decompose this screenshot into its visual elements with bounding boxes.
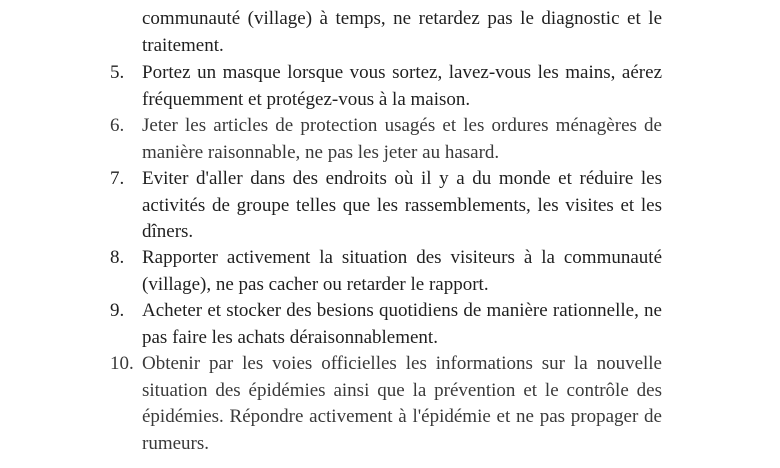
list-item-text: Eviter d'aller dans des endroits où il y a du monde et réduire les activités de groupe telles que les rassemblements, les visites et les dîners.: [142, 168, 662, 242]
list-item-7: [110, 166, 662, 246]
list-item-number: 6.: [110, 115, 125, 136]
list-item-6: [110, 113, 662, 166]
list-item-text: Rapporter activement la situation des visiteurs à la communauté (village), ne pas cacher ou retarder le rapport.: [142, 247, 662, 295]
list-item-text: communauté (village) à temps, ne retardez pas le diagnostic et le traitement.: [142, 8, 662, 56]
list-item-10: [110, 351, 662, 457]
list-item-text: Acheter et stocker des besions quotidiens de manière rationnelle, ne pas faire les achats déraisonnablement.: [142, 300, 662, 348]
list-item-9: [110, 298, 662, 351]
list-item-text: Obtenir par les voies officielles les informations sur la nouvelle situation des épidémies ainsi que la prévention et le contrôle des épidémies. Répondre activement à l'épidémie et ne pas propager de rumeurs.: [142, 353, 662, 454]
list-item-text: Portez un masque lorsque vous sortez, lavez-vous les mains, aérez fréquemment et protégez-vous à la maison.: [142, 62, 662, 110]
list-item-number: 5.: [110, 62, 125, 83]
list-item-4-continuation: [110, 6, 662, 59]
list-item-text: Jeter les articles de protection usagés et les ordures ménagères de manière raisonnable, ne pas les jeter au hasard.: [142, 115, 662, 163]
list-item-5: [110, 60, 662, 113]
list-item-8: [110, 245, 662, 298]
list-item-number: 10.: [110, 353, 134, 374]
list-item-number: 9.: [110, 300, 125, 321]
list-item-number: 7.: [110, 168, 125, 189]
list-item-number: 8.: [110, 247, 125, 268]
